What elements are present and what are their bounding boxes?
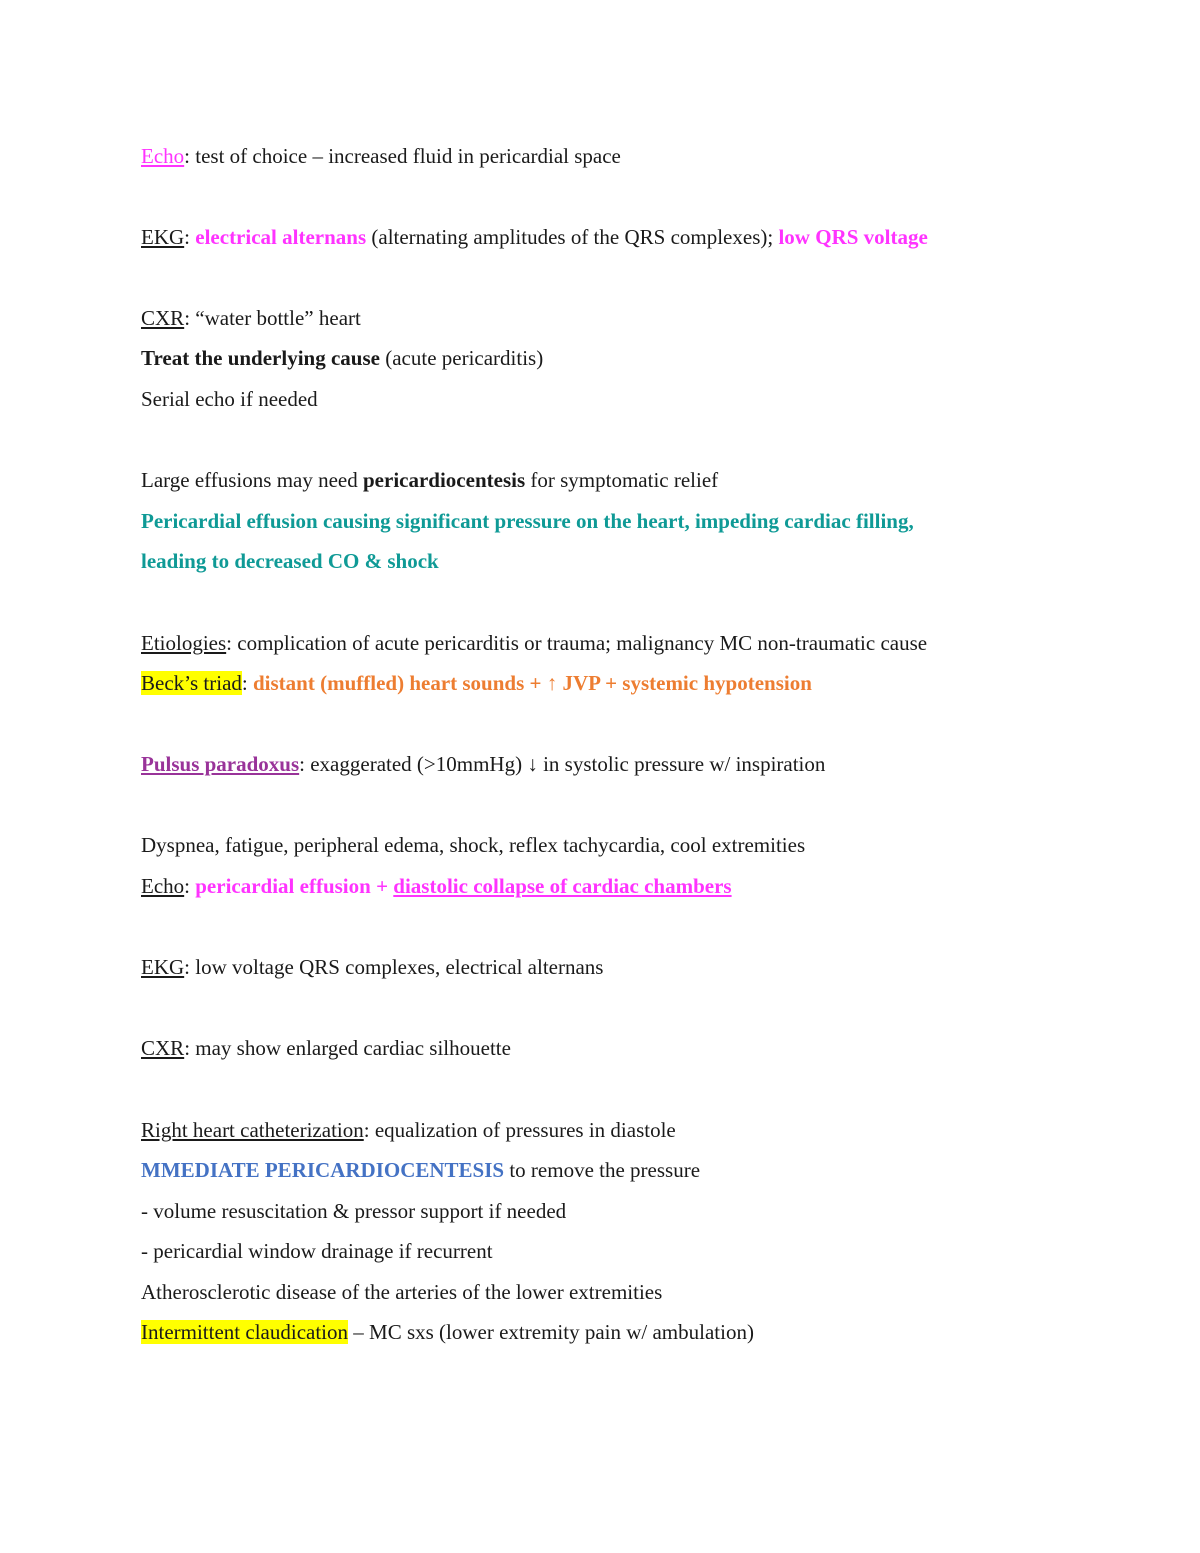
echo-findings-line xyxy=(141,873,732,899)
separator: : xyxy=(241,671,253,695)
treatment-heading: Treat the underlying cause xyxy=(141,346,380,370)
pericardial-effusion-term: pericardial effusion + xyxy=(195,874,394,898)
echo-description: : test of choice – increased fluid in pericardial space xyxy=(184,144,621,168)
large-effusions-line xyxy=(141,467,718,493)
treatment-line xyxy=(141,345,543,371)
becks-triad-label: Beck’s triad xyxy=(141,671,242,695)
right-heart-cath-description: : equalization of pressures in diastole xyxy=(363,1118,676,1142)
diastolic-collapse-term: diastolic collapse of cardiac chambers xyxy=(393,874,732,898)
pulsus-paradoxus-description: : exaggerated (>10mmHg) ↓ in systolic pressure w/ inspiration xyxy=(299,752,826,776)
separator: : xyxy=(184,225,196,249)
ekg-findings-description: : low voltage QRS complexes, electrical alternans xyxy=(184,955,604,979)
ekg-label: EKG xyxy=(141,225,185,249)
pericardiocentesis-term: pericardiocentesis xyxy=(363,468,526,492)
cxr-label: CXR xyxy=(141,306,185,330)
pericardial-window-line: - pericardial window drainage if recurrent xyxy=(141,1239,493,1263)
cxr-findings-label: CXR xyxy=(141,1036,185,1060)
cxr-description: : “water bottle” heart xyxy=(184,306,361,330)
cxr-line xyxy=(141,305,361,331)
claudication-description: – MC sxs (lower extremity pain w/ ambulation) xyxy=(348,1320,754,1344)
cxr-findings-description: : may show enlarged cardiac silhouette xyxy=(184,1036,511,1060)
serial-echo-line: Serial echo if needed xyxy=(141,387,318,411)
symptoms-line: Dyspnea, fatigue, peripheral edema, shock, reflex tachycardia, cool extremities xyxy=(141,833,806,857)
pulsus-paradoxus-label: Pulsus paradoxus xyxy=(141,752,300,776)
becks-triad-line xyxy=(141,670,812,696)
etiologies-line xyxy=(141,630,927,656)
large-effusions-suffix: for symptomatic relief xyxy=(525,468,719,492)
ekg-line xyxy=(141,224,928,250)
becks-triad-description: distant (muffled) heart sounds + ↑ JVP + systemic hypotension xyxy=(252,671,812,695)
echo-label: Echo xyxy=(141,144,185,168)
tamponade-definition-line-1: Pericardial effusion causing significant pressure on the heart, impeding cardiac filling, xyxy=(141,509,914,533)
tamponade-definition-line-2: leading to decreased CO & shock xyxy=(141,549,439,573)
low-qrs-voltage-term: low QRS voltage xyxy=(778,225,928,249)
atherosclerotic-disease-line: Atherosclerotic disease of the arteries of the lower extremities xyxy=(141,1280,663,1304)
separator: : xyxy=(184,874,196,898)
electrical-alternans-term: electrical alternans xyxy=(195,225,367,249)
intermittent-claudication-label: Intermittent claudication xyxy=(141,1320,349,1344)
echo-findings-label: Echo xyxy=(141,874,185,898)
ekg-findings-label: EKG xyxy=(141,955,185,979)
etiologies-label: Etiologies xyxy=(141,631,227,655)
volume-resuscitation-line: - volume resuscitation & pressor support if needed xyxy=(141,1199,567,1223)
pulsus-paradoxus-line xyxy=(141,751,825,777)
large-effusions-prefix: Large effusions may need xyxy=(141,468,363,492)
ekg-description: (alternating amplitudes of the QRS complexes); xyxy=(366,225,779,249)
claudication-line xyxy=(141,1319,754,1345)
pericardiocentesis-description: to remove the pressure xyxy=(504,1158,701,1182)
right-heart-cath-line xyxy=(141,1117,676,1143)
right-heart-cath-label: Right heart catheterization xyxy=(141,1118,364,1142)
treatment-description: (acute pericarditis) xyxy=(379,346,544,370)
echo-test-line xyxy=(141,143,621,169)
ekg-findings-line xyxy=(141,954,603,980)
cxr-findings-line xyxy=(141,1035,511,1061)
pericardiocentesis-line xyxy=(141,1157,700,1183)
immediate-pericardiocentesis-term: MMEDIATE PERICARDIOCENTESIS xyxy=(141,1158,505,1182)
etiologies-description: : complication of acute pericarditis or trauma; malignancy MC non-traumatic cause xyxy=(226,631,928,655)
